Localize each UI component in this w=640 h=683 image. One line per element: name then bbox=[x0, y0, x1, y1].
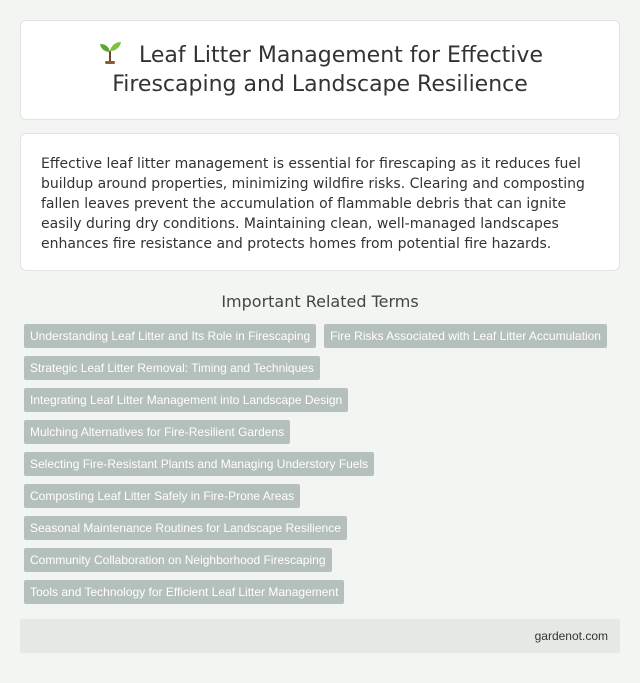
related-term-tag[interactable]: Selecting Fire-Resistant Plants and Managing Understory Fuels bbox=[24, 452, 374, 476]
related-term-tag[interactable]: Understanding Leaf Litter and Its Role in Firescaping bbox=[24, 324, 316, 348]
summary-text: Effective leaf litter management is essential for firescaping as it reduces fuel buildup around properties, minimizing wildfire risks. Clearing and composting fallen leaves prevent the accumulation of flammable debris that can ignite easily during dry conditions. Maintaining clean, well-managed landscapes enhances fire resistance and protects homes from potential fire hazards. bbox=[41, 156, 585, 252]
page-title-text: Leaf Litter Management for Effective Firescaping and Landscape Resilience bbox=[112, 43, 543, 97]
related-term-tag[interactable]: Community Collaboration on Neighborhood Firescaping bbox=[24, 548, 332, 572]
related-term-tag[interactable]: Strategic Leaf Litter Removal: Timing and Techniques bbox=[24, 356, 320, 380]
related-term-tag[interactable]: Fire Risks Associated with Leaf Litter Accumulation bbox=[324, 324, 607, 348]
title-card bbox=[20, 20, 620, 120]
summary-card bbox=[20, 133, 620, 271]
page-title bbox=[50, 41, 590, 99]
sprout-icon bbox=[97, 41, 123, 65]
related-term-tag[interactable]: Mulching Alternatives for Fire-Resilient Gardens bbox=[24, 420, 290, 444]
related-term-tag[interactable]: Tools and Technology for Efficient Leaf Litter Management bbox=[24, 580, 344, 604]
related-terms-list bbox=[20, 320, 620, 608]
related-terms-heading: Important Related Terms bbox=[221, 292, 419, 311]
related-term-tag[interactable]: Composting Leaf Litter Safely in Fire-Prone Areas bbox=[24, 484, 300, 508]
related-term-tag[interactable]: Integrating Leaf Litter Management into Landscape Design bbox=[24, 388, 348, 412]
footer bbox=[20, 619, 620, 653]
related-term-tag[interactable]: Seasonal Maintenance Routines for Landscape Resilience bbox=[24, 516, 347, 540]
footer-site-name: gardenot.com bbox=[534, 629, 608, 643]
